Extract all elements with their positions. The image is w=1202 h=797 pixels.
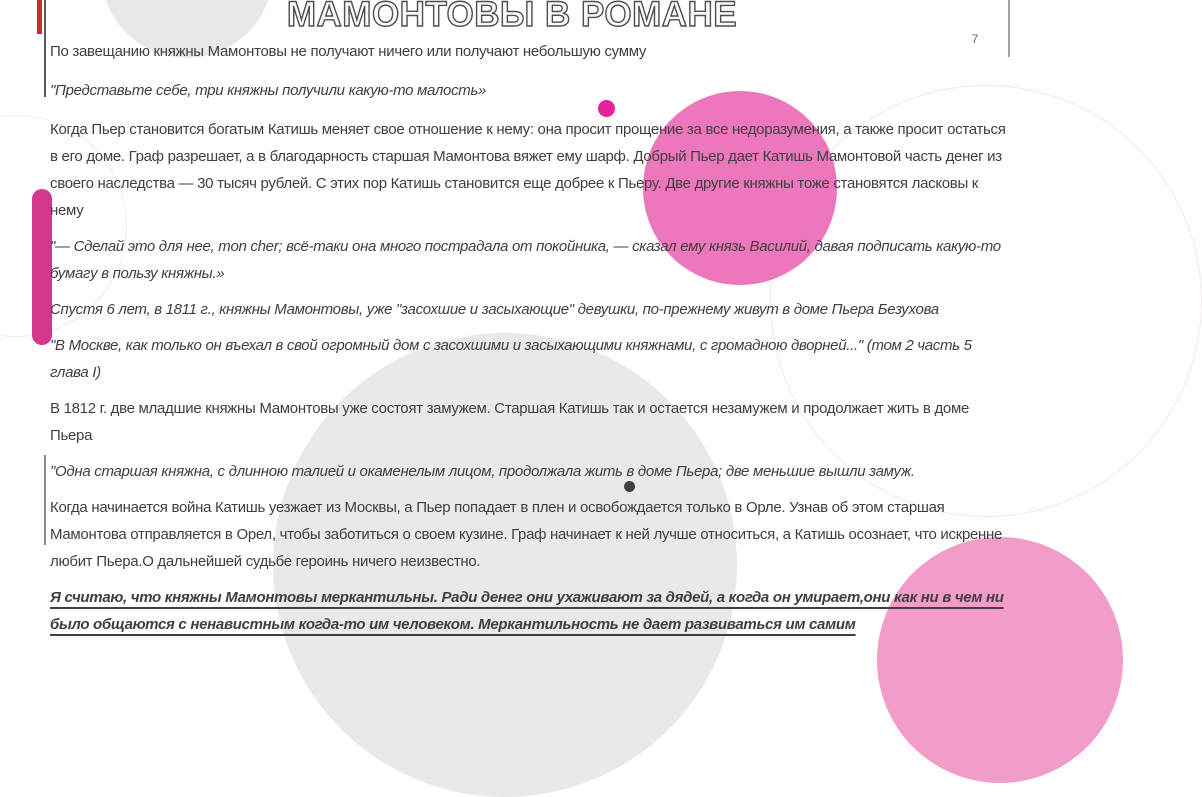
divider-line-bottomleft xyxy=(44,455,46,545)
slide-title: МАМОНТОВЫ В РОМАНЕ xyxy=(286,0,738,34)
paragraph-pierre-rich: Когда Пьер становится богатым Катишь меняет свое отношение к нему: она просит прощение за все недоразумения, а также просит остаться в его доме. Граф разрешает, а в благодарность старшая Мамонтова вяжет ему шарф. Добрый Пьер дает Катишь Мамонтовой часть денег из своего наследства — 30 тысяч рублей. С этих пор Катишь становится еще добрее к Пьеру. Две другие княжны тоже становятся ласковы к нему xyxy=(50,121,1006,219)
paragraph-1812: В 1812 г. две младшие княжны Мамонтовы уже состоят замужем. Старшая Катишь так и остается незамужем и продолжает жить в доме Пьера xyxy=(50,400,970,444)
paragraph-six-years: Спустя 6 лет, в 1811 г., княжны Мамонтовы, уже "засохшие и засыхающие" девушки, по-прежнему живут в доме Пьера Безухова xyxy=(50,301,939,318)
quote-accent-bar xyxy=(32,189,52,345)
paragraph-quote-eldest: "Одна старшая княжна, с длинною талией и окаменелым лицом, продолжала жить в доме Пьера; две меньшие вышли замуж. xyxy=(50,463,915,480)
paragraph-will: По завещанию княжны Мамонтовы не получают ничего или получают небольшую сумму xyxy=(50,43,647,60)
paragraph-conclusion: Я считаю, что княжны Мамонтовы меркантильны. Ради денег они ухаживают за дядей, а когда он умирает,они как ни в чем ни было общаются с ненавистным когда-то им человеком. Меркантильность не дает развиваться им самим xyxy=(50,589,1004,633)
paragraph-quote-malost: "Представьте себе, три княжны получили какую-то малость» xyxy=(50,82,487,99)
paragraph-quote-moncher: "— Сделай это для нее, mon cher; всё-таки она много пострадала от покойника, — сказал ему князь Василий, давая подписать какую-то бумагу в пользу княжны.» xyxy=(50,238,1001,282)
page-number: 7 xyxy=(971,32,979,46)
slide-body xyxy=(50,38,1008,647)
paragraph-war: Когда начинается война Катишь уезжает из Москвы, а Пьер попадает в плен и освобождается только в Орле. Узнав об этом старшая Мамонтова отправляется в Орел, чтобы заботиться о своем кузине. Граф начинает к ней лучше относиться, а Катишь осознает, что искренне любит Пьера.О дальнейшей судьбе героинь ничего неизвестно. xyxy=(50,499,1003,570)
paragraph-quote-moscow: "В Москве, как только он въехал в свой огромный дом с засохшими и засыхающими княжнами, с громадною дворней..." (том 2 часть 5 глава I) xyxy=(50,337,972,381)
